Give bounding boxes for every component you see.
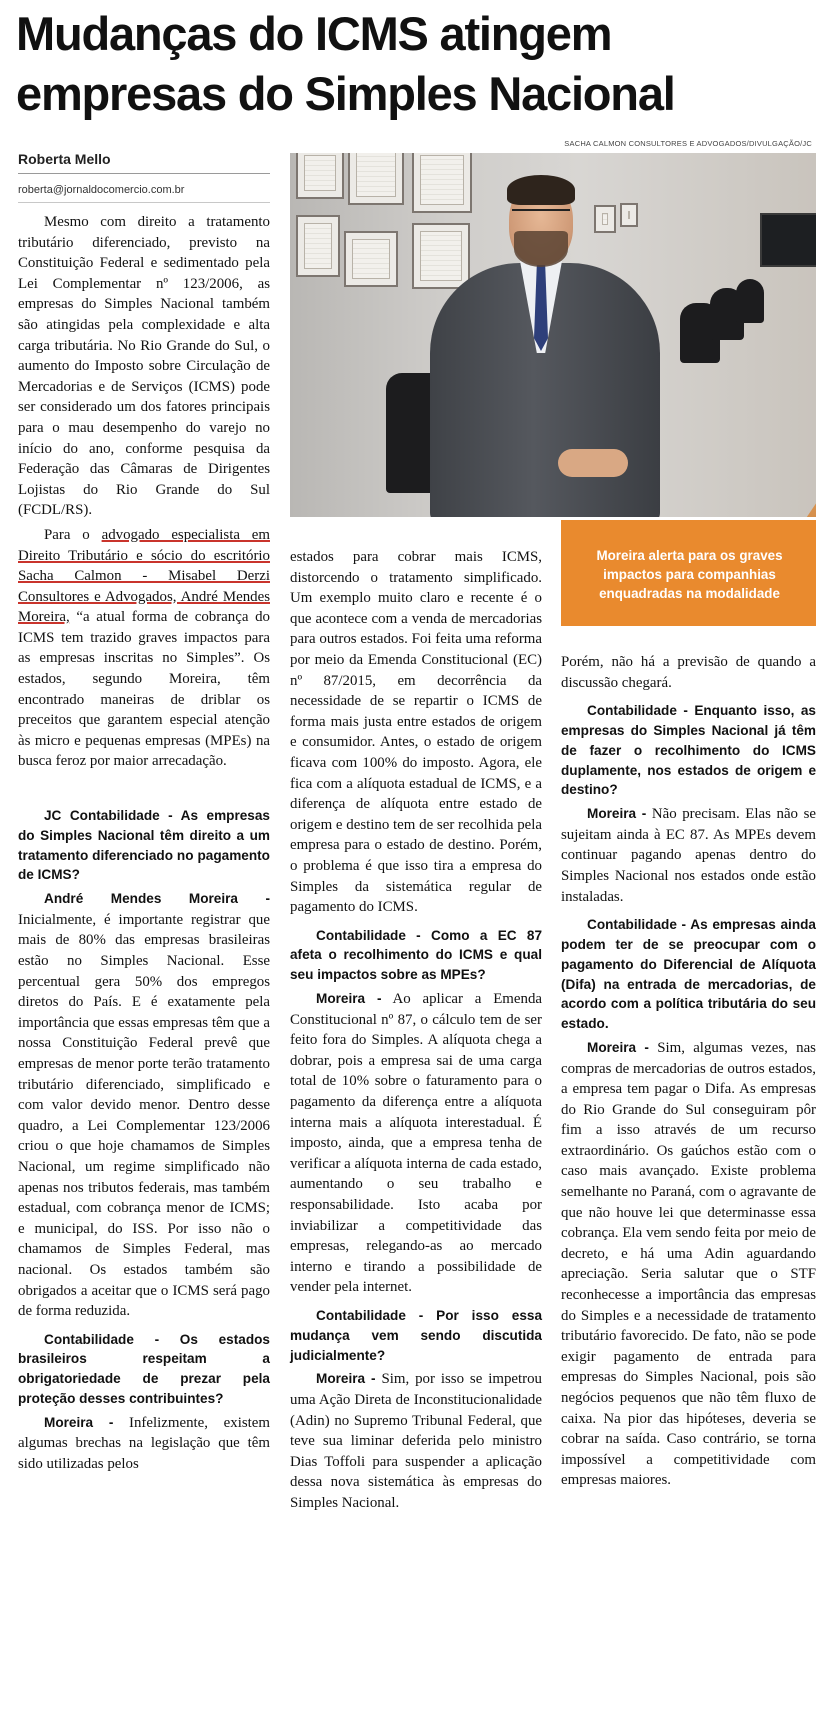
speaker-name: Moreira - <box>316 1371 376 1387</box>
interview-answer <box>18 889 270 1321</box>
photo-credit: SACHA CALMON CONSULTORES E ADVOGADOS/DIVULGAÇÃO/JC <box>564 139 812 148</box>
interview-answer <box>290 1369 542 1513</box>
article-column-2 <box>290 547 542 1518</box>
wall-frame <box>594 205 616 233</box>
paragraph: estados para cobrar mais ICMS, distorcendo o tratamento simplificado. Um exemplo muito claro e recente é o que acontece com a venda de mercadorias para outros estados. Foi feita uma reforma por meio da Emenda Constitucional (EC) nº 87/2015, em decorrência da necessidade de se repartir o ICMS de forma mais justa entre estados de origem e consumidor. Antes, o estado de origem ficava com 100% do imposto. Agora, ele fica com a alíquota estadual de ICMS, e a diferença de alíquota entre estado de origem e destino tem de ser recolhida pela empresa para o estado de destino. Porém, o problema é que isso tira a empresa do Simples da sistemática regular de pagamento do ICMS. <box>290 549 542 916</box>
headline-line-1: Mudanças do ICMS atingem <box>16 7 612 60</box>
paragraph <box>18 525 270 772</box>
wall-monitor <box>760 213 816 267</box>
author-email[interactable]: roberta@jornaldocomercio.com.br <box>18 184 185 196</box>
answer-text: Inicialmente, é importante registrar que mais de 80% das empresas brasileiras estão no Simples Nacional. Esse percentual gera 50% dos empregos diretos do País. E é exatamente pela importância que essas empresas têm que a nossa Constituição Federal prevê que empresas de menor porte terão tratamento tributário diferenciado, simplificado e com valor devido menor. Dentro desse quadro, a Lei Complementar 123/2006 criou o que hoje chamamos de Simples Nacional, um regime simplificado não apenas nos tributos federais, mas também estadual, com cobrança menor de ICMS; e municipal, do ISS. Por isso não o chamamos de Simples Federal, mas nacional. Os estados também são obrigados a aceitar que o ICMS será pago de forma reduzida. <box>18 911 270 1320</box>
photo-caption: Moreira alerta para os graves impactos para companhias enquadradas na modalidade <box>561 520 816 626</box>
paragraph: Porém, não há a previsão de quando a discussão chegará. <box>561 654 816 691</box>
wall-frame <box>620 203 638 227</box>
interview-answer <box>18 1413 270 1475</box>
speaker-name: André Mendes Moreira - <box>44 891 270 907</box>
author-name: Roberta Mello <box>18 151 111 167</box>
person-hands <box>558 449 628 477</box>
article-photo <box>290 153 816 517</box>
person-glasses <box>512 209 570 223</box>
wall-frame <box>296 215 340 277</box>
interview-question: Contabilidade - Os estados brasileiros respeitam a obrigatoriedade de prezar pela proteção desses contribuintes? <box>18 1331 270 1407</box>
person-hair <box>507 175 575 205</box>
speaker-name: Moreira - <box>316 991 382 1007</box>
wall-frame <box>412 153 472 213</box>
headline-line-2: empresas do Simples Nacional <box>16 67 675 120</box>
answer-text: Ao aplicar a Emenda Constitucional nº 87, o cálculo tem de ser feito fora do Simples. A alíquota chega a dobrar, pois a empresa sai de uma carga total de 10% sobre o faturamento para o pagamento da diferença entre a alíquota interna mais a alíquota interestadual. É imposto, ainda, que a empresa tenha de verificar a alíquota interna de cada estado, aumentando o seu trabalho e responsabilidade. Isto acaba por inviabilizar a competitividade das empresas, relegando-as ao mercado interno e tirando a possibilidade de vender pela internet. <box>290 991 542 1296</box>
conference-table <box>756 453 816 517</box>
answer-text: Sim, algumas vezes, nas compras de mercadorias de outros estados, a empresa tem pagar o Difa. As empresas do Rio Grande do Sul conseguiram pôr fim a isso através de um recurso extraordinário. Os gaúchos estão com o caso mais avançado. Existe problema semelhante no Paraná, com o agravante de que não houve lei que determinasse essa cobrança. Ela vem sendo feita por meio de decreto, e há uma Adin aguardando apreciação. Seria salutar que o STF reconhecesse a importância das empresas do Simples e a necessidade de tratamento tributário favorecido. De fato, não se pode exigir pagamento de entrada para empresas do Simples Nacional, pois são negócios pequenos que não têm fluxo de caixa. Na pior das hipóteses, deveria se cobrar na saída. Caso contrário, se torna impossível a competitividade com empresas maiores. <box>561 1039 816 1489</box>
lawyer-link[interactable]: advogado especialista em Direito Tributário e sócio do escritório Sacha Calmon - Misabel Derzi Consultores e Advogados, André Mendes Moreira, <box>18 526 270 626</box>
interview-question: Contabilidade - Como a EC 87 afeta o recolhimento do ICMS e qual seu impactos sobre as MPEs? <box>290 927 542 983</box>
interview-question: Contabilidade - Por isso essa mudança vem sendo discutida judicialmente? <box>290 1307 542 1363</box>
byline-divider <box>18 173 270 174</box>
article-column-3 <box>561 652 816 1495</box>
office-chair <box>736 279 764 323</box>
paragraph-text: “a atual forma de cobrança do ICMS tem trazido graves impactos para as empresas inscritas no Simples”. Os estados, segundo Moreira, têm encontrado maneiras de driblar os preceitos que garantem especial atenção às micro e pequenas empresas (MPEs) na busca feroz por maior arrecadação. <box>18 609 270 770</box>
paragraph-text: Para o <box>44 526 102 543</box>
person-beard <box>514 231 568 267</box>
wall-frame <box>348 153 404 205</box>
paragraph: Mesmo com direito a tratamento tributário diferenciado, previsto na Constituição Federal e sedimentado pela Lei Complementar nº 123/2006, as empresas do Simples Nacional também são atingidas pela complexidade e alta carga tributária. No Rio Grande do Sul, o aumento do Imposto sobre Circulação de Mercadorias e de Serviços (ICMS) pode ser considerado um dos fatores principais para o mau desempenho do varejo no início do ano, conforme pesquisa da Federação das Câmaras de Dirigentes Lojistas do Rio Grande do Sul (FCDL/RS). <box>18 214 270 519</box>
wall-frame <box>344 231 398 287</box>
interview-answer <box>561 1038 816 1491</box>
speaker-name: Moreira - <box>587 806 647 822</box>
article-column-1 <box>18 212 270 1479</box>
headline <box>16 4 816 124</box>
speaker-name: Moreira - <box>587 1039 649 1055</box>
speaker-name: Moreira - <box>44 1414 114 1430</box>
interview-answer <box>290 989 542 1298</box>
interview-answer <box>561 804 816 907</box>
answer-text: Sim, por isso se impetrou uma Ação Direta de Inconstitucionalidade (Adin) no Supremo Tribunal Federal, que teve sua liminar deferida pelo ministro Dias Toffoli para suspender a aplicação dessa nova sistemática às empresas do Simples Nacional. <box>290 1371 542 1511</box>
email-divider <box>18 202 270 203</box>
interview-question: JC Contabilidade - As empresas do Simples Nacional têm direito a um tratamento diferenciado no pagamento de ICMS? <box>18 808 270 883</box>
wall-frame <box>296 153 344 199</box>
wall-frame <box>412 223 470 289</box>
interview-question: Contabilidade - Enquanto isso, as empresas do Simples Nacional já têm de fazer o recolhimento do ICMS duplamente, nos estados de origem e destino? <box>561 703 816 798</box>
answer-text: Infelizmente, existem algumas brechas na legislação que têm sido utilizadas pelos <box>18 1414 270 1473</box>
interview-question: Contabilidade - As empresas ainda podem ter de se preocupar com o pagamento do Diferencial de Alíquota (Difa) na entrada de mercadorias, de acordo com a política tributária do seu estado. <box>561 917 816 1032</box>
answer-text: Não precisam. Elas não se sujeitam ainda à EC 87. As MPEs devem continuar pagando apenas dentro do Simples Nacional nos estados onde estão instaladas. <box>561 806 816 905</box>
